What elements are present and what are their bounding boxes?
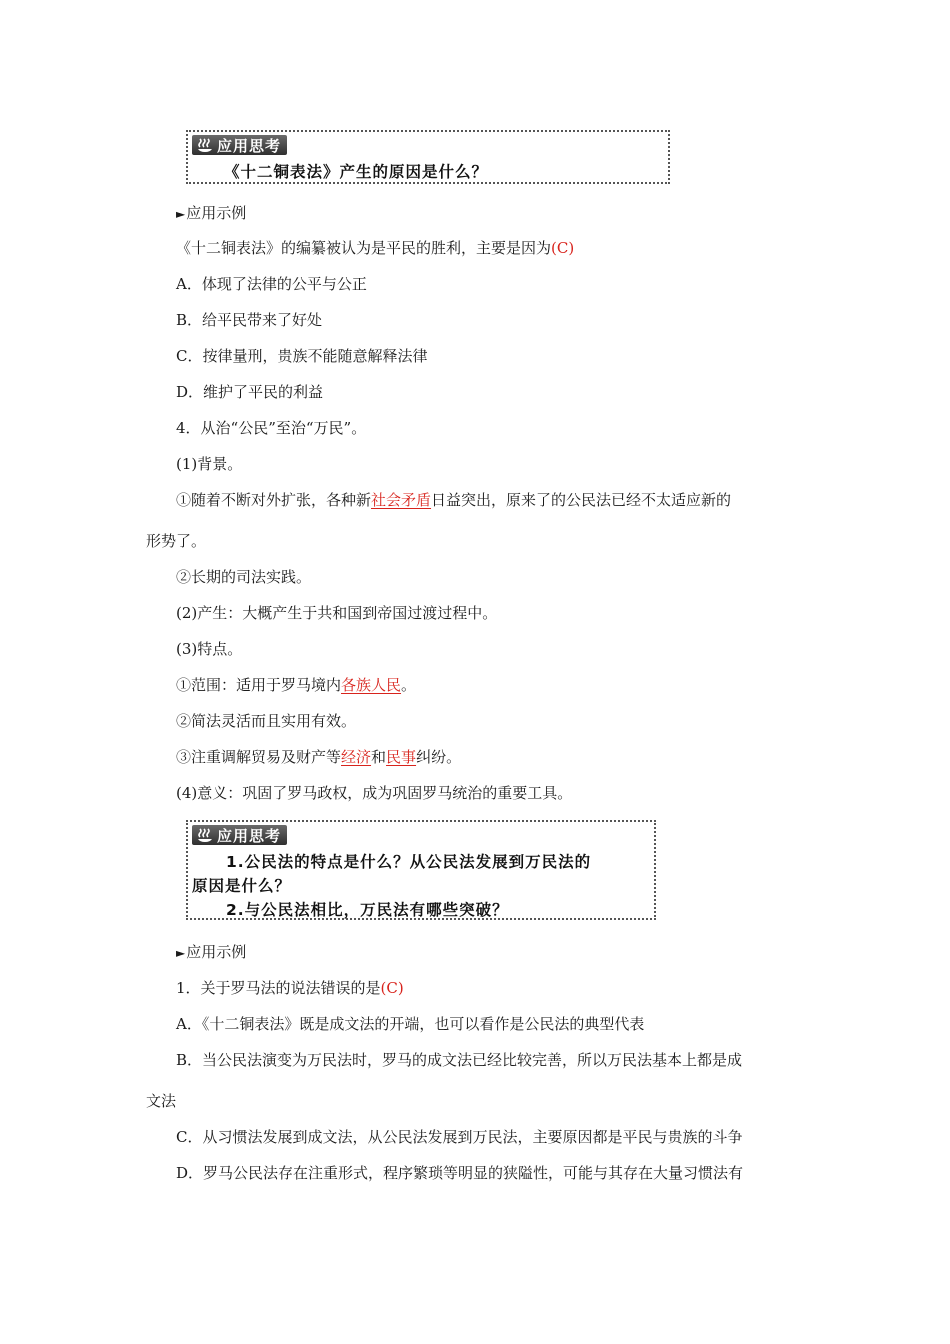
text-segment: 。 bbox=[401, 676, 417, 694]
answer-badge: (C) bbox=[551, 239, 575, 257]
text-segment: ①范围：适用于罗马境内 bbox=[176, 676, 342, 694]
text-segment: 纠纷。 bbox=[416, 748, 462, 766]
steam-cup-icon bbox=[196, 827, 214, 843]
option-a: A．体现了法律的公平与公正 bbox=[176, 275, 367, 293]
background-item-1-cont: 形势了。 bbox=[146, 532, 207, 550]
think-box-header bbox=[192, 135, 287, 155]
background-item-1 bbox=[176, 490, 731, 510]
option-b-cont: 文法 bbox=[146, 1092, 177, 1110]
text-segment: ①随着不断对外扩张，各种新 bbox=[176, 491, 372, 509]
option-b: B．当公民法演变为万民法时，罗马的成文法已经比较完善，所以万民法基本上都是成 bbox=[176, 1051, 743, 1069]
text-segment: 日益突出，原来了的公民法已经不太适应新的 bbox=[431, 491, 732, 509]
feature-title: (3)特点。 bbox=[176, 640, 243, 658]
question-text: 1．关于罗马法的说法错误的是 bbox=[176, 979, 381, 997]
background-title: (1)背景。 bbox=[176, 455, 243, 473]
feature-item-2: ②简法灵活而且实用有效。 bbox=[176, 712, 357, 730]
significance-line: (4)意义：巩固了罗马政权，成为巩固罗马统治的重要工具。 bbox=[176, 784, 573, 802]
option-b: B．给平民带来了好处 bbox=[176, 311, 323, 329]
example-heading-label: 应用示例 bbox=[186, 204, 247, 222]
keyword-underlined: 民事 bbox=[386, 748, 417, 766]
option-d: D．维护了平民的利益 bbox=[176, 383, 324, 401]
keyword-underlined: 社会矛盾 bbox=[371, 491, 432, 509]
steam-cup-icon bbox=[196, 137, 214, 153]
feature-item-3 bbox=[176, 747, 461, 767]
question-text: 《十二铜表法》的编纂被认为是平民的胜利，主要是因为 bbox=[176, 239, 552, 257]
answer-badge: (C) bbox=[380, 979, 404, 997]
think-box-header-label: 应用思考 bbox=[217, 136, 282, 155]
origin-line: (2)产生：大概产生于共和国到帝国过渡过程中。 bbox=[176, 604, 498, 622]
think-box-question-2: 2.与公民法相比，万民法有哪些突破？ bbox=[226, 901, 509, 919]
think-box-header bbox=[192, 825, 287, 845]
example-question bbox=[176, 978, 404, 998]
example-question bbox=[176, 238, 574, 258]
think-box-question-1: 1.公民法的特点是什么？从公民法发展到万民法的 bbox=[226, 853, 592, 871]
keyword-underlined: 各族人民 bbox=[341, 676, 402, 694]
feature-item-1 bbox=[176, 675, 416, 695]
text-segment: 和 bbox=[371, 748, 387, 766]
think-box-2 bbox=[186, 820, 656, 920]
text-segment: ③注重调解贸易及财产等 bbox=[176, 748, 342, 766]
example-heading-label: 应用示例 bbox=[186, 943, 247, 961]
think-box-question-1-cont: 原因是什么？ bbox=[192, 877, 292, 895]
triangle-marker-icon: ► bbox=[176, 946, 186, 960]
option-d: D．罗马公民法存在注重形式，程序繁琐等明显的狭隘性，可能与其存在大量习惯法有 bbox=[176, 1164, 744, 1182]
example-heading bbox=[176, 203, 246, 224]
option-c: C．按律量刑，贵族不能随意解释法律 bbox=[176, 347, 428, 365]
option-c: C．从习惯法发展到成文法，从公民法发展到万民法，主要原因都是平民与贵族的斗争 bbox=[176, 1128, 743, 1146]
triangle-marker-icon: ► bbox=[176, 207, 186, 221]
think-box-question: 《十二铜表法》产生的原因是什么？ bbox=[224, 163, 489, 181]
background-item-2: ②长期的司法实践。 bbox=[176, 568, 312, 586]
example-heading bbox=[176, 942, 246, 963]
think-box-1 bbox=[186, 130, 670, 184]
think-box-header-label: 应用思考 bbox=[217, 826, 282, 845]
section-title: 4．从治“公民”至治“万民”。 bbox=[176, 419, 367, 437]
option-a: A．《十二铜表法》既是成文法的开端，也可以看作是公民法的典型代表 bbox=[176, 1015, 645, 1033]
keyword-underlined: 经济 bbox=[341, 748, 372, 766]
